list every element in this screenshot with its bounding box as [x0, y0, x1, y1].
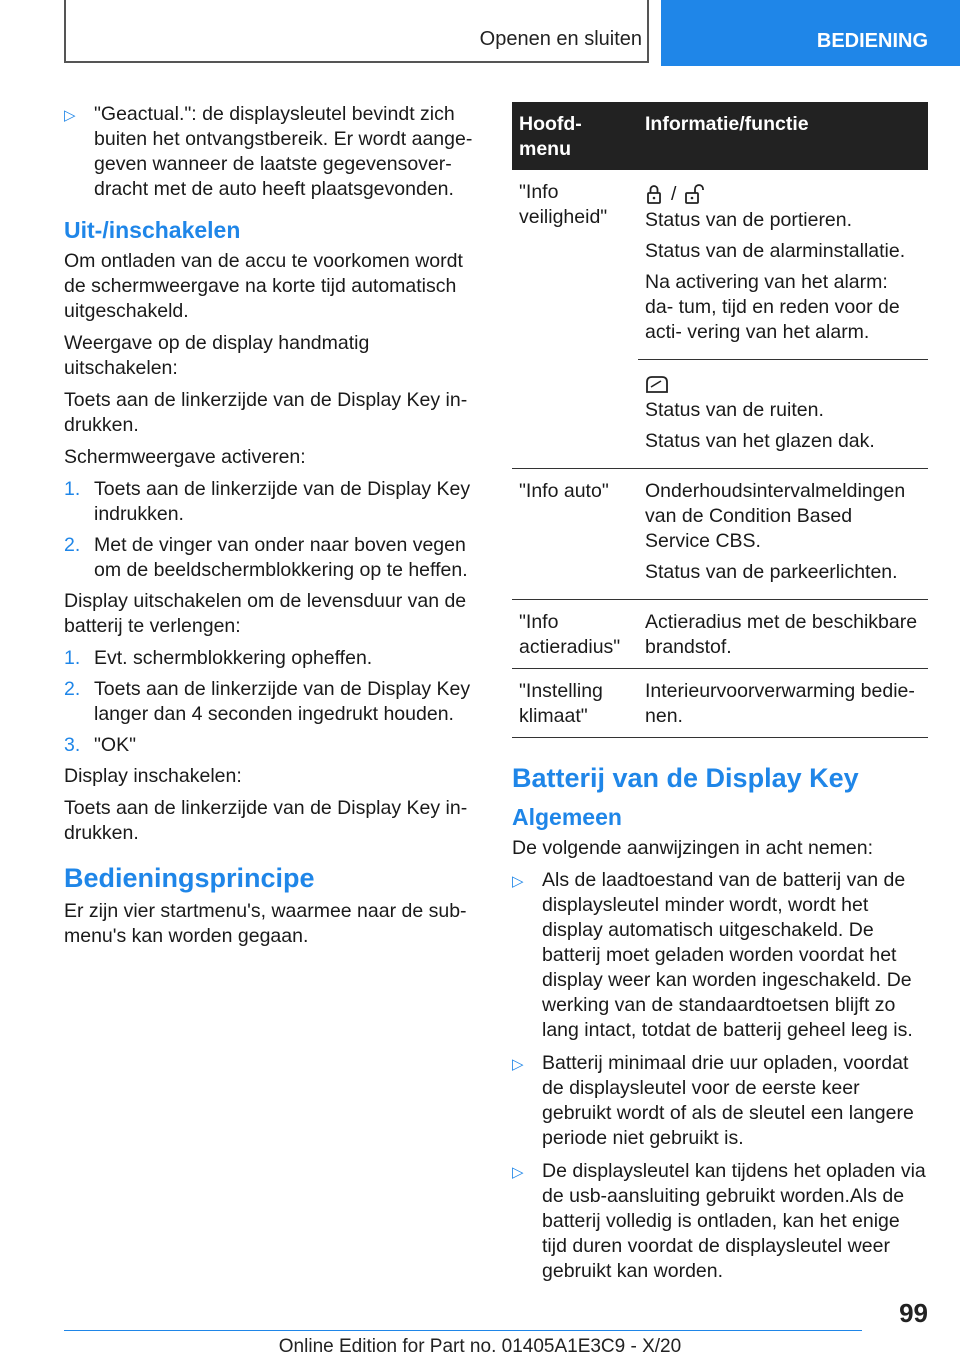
menu-cell: "Info actieradius": [512, 600, 638, 669]
menu-cell: "Info auto": [512, 469, 638, 600]
info-line: Status van de alarminstallatie.: [645, 240, 906, 262]
info-line: Na activering van het alarm: da- tum, tijd en reden voor de acti- vering van het alarm.: [645, 271, 900, 343]
step-text: "OK": [94, 734, 137, 756]
window-icon: [645, 374, 669, 394]
table-row: [512, 170, 928, 360]
footer-text: Online Edition for Part no. 01405A1E3C9 - X/20: [278, 1336, 682, 1357]
paragraph: De volgende aanwijzingen in acht nemen:: [512, 837, 873, 859]
numbered-item: [64, 477, 478, 527]
bullet-marker-icon: ▷: [64, 107, 76, 124]
bullet-marker-icon: ▷: [512, 1164, 524, 1181]
lock-closed-icon: [645, 183, 663, 205]
info-line: Status van de parkeerlichten.: [645, 561, 898, 583]
table-row: [512, 669, 928, 738]
info-line: Status van de portieren.: [645, 209, 853, 231]
paragraph: Toets aan de linkerzijde van de Display Key in- drukken.: [64, 797, 468, 844]
paragraph: Toets aan de linkerzijde van de Display Key in- drukken.: [64, 389, 468, 436]
numbered-item: [64, 733, 478, 758]
icon-row: [645, 370, 921, 398]
info-cell: [638, 170, 928, 360]
paragraph: Er zijn vier startmenu's, waarmee naar de sub- menu's kan worden gegaan.: [64, 900, 467, 947]
info-line: Onderhoudsintervalmeldingen van de Condition Based Service CBS.: [645, 480, 906, 552]
page-header: [0, 0, 960, 66]
table-row: [512, 469, 928, 600]
step-text: Met de vinger van onder naar boven vegen om de beeldschermblokkering op te heffen.: [94, 534, 468, 581]
bullet-text: "Geactual.": de displaysleutel bevindt zich buiten het ontvangstbereik. Er wordt aange- geven wanneer de laatste gegevensover- dracht met de auto heeft plaatsgevonden.: [94, 103, 473, 200]
lock-open-icon: [684, 183, 710, 205]
step-number: 1.: [64, 478, 81, 500]
column-header-menu: Hoofd- menu: [512, 102, 638, 170]
bullet-text: De displaysleutel kan tijdens het opladen via de usb-aansluiting gebruikt worden.Als de batterij volledig is ontladen, kan het enige tijd duren voordat de displaysleutel weer gebruikt kan worden.: [542, 1160, 926, 1282]
info-cell: [638, 469, 928, 600]
step-text: Toets aan de linkerzijde van de Display Key langer dan 4 seconden ingedrukt houden.: [94, 678, 471, 725]
section-title: Openen en sluiten: [479, 28, 642, 50]
step-text: Toets aan de linkerzijde van de Display Key indrukken.: [94, 478, 471, 525]
step-number: 3.: [64, 734, 81, 756]
chapter-tab[interactable]: BEDIENING: [661, 0, 960, 66]
bullet-marker-icon: ▷: [512, 873, 524, 890]
column-header-info: Informatie/functie: [638, 102, 928, 170]
menu-table: [512, 102, 928, 738]
info-cell: Interieurvoorverwarming bedie- nen.: [638, 669, 928, 738]
heading-batterij: Batterij van de Display Key: [512, 763, 859, 793]
info-cell: Actieradius met de beschikbare brandstof.: [638, 600, 928, 669]
paragraph: Display inschakelen:: [64, 765, 242, 787]
numbered-item: [64, 677, 478, 727]
numbered-item: [64, 646, 478, 671]
left-column: [64, 102, 478, 956]
info-line: Status van de ruiten.: [645, 399, 824, 421]
right-column: [512, 102, 928, 1292]
paragraph: Om ontladen van de accu te voorkomen wordt de schermweergave na korte tijd automatisch uitgeschakeld.: [64, 250, 463, 322]
table-header-row: [512, 102, 928, 170]
table-row: [512, 600, 928, 669]
menu-cell: "Info veiligheid": [512, 170, 638, 469]
icon-row: [645, 180, 921, 208]
bullet-text: Als de laadtoestand van de batterij van de displaysleutel minder wordt, wordt het display automatisch uitgeschakeld. De batterij moet geladen worden voordat het display weer kan worden ingeschakeld. De werking van de standaardtoetsen blijft zo lang intact, totdat de batterij geheel leeg is.: [542, 869, 913, 1041]
bullet-marker-icon: ▷: [512, 1056, 524, 1073]
info-cell: [638, 360, 928, 469]
page-number: 99: [899, 1298, 928, 1328]
icon-separator: /: [671, 182, 677, 205]
step-text: Evt. schermblokkering opheffen.: [94, 647, 373, 669]
footer-divider: [64, 1330, 862, 1331]
info-line: Status van het glazen dak.: [645, 430, 875, 452]
step-number: 1.: [64, 647, 81, 669]
bullet-item: [512, 1051, 928, 1151]
step-number: 2.: [64, 678, 81, 700]
heading-bedieningsprincipe: Bedieningsprincipe: [64, 863, 315, 893]
heading-algemeen: Algemeen: [512, 804, 622, 830]
numbered-item: [64, 533, 478, 583]
paragraph: Weergave op de display handmatig uitschakelen:: [64, 332, 370, 379]
step-number: 2.: [64, 534, 81, 556]
bullet-item: [64, 102, 478, 202]
bullet-item: [512, 1159, 928, 1284]
paragraph: Schermweergave activeren:: [64, 446, 306, 468]
paragraph: Display uitschakelen om de levensduur van de batterij te verlengen:: [64, 590, 467, 637]
bullet-text: Batterij minimaal drie uur opladen, voordat de displaysleutel voor de eerste keer gebruikt wordt of als de sleutel een langere periode niet gebruikt is.: [542, 1052, 914, 1149]
menu-cell: "Instelling klimaat": [512, 669, 638, 738]
bullet-item: [512, 868, 928, 1043]
heading-uit-inschakelen: Uit-/inschakelen: [64, 217, 241, 243]
